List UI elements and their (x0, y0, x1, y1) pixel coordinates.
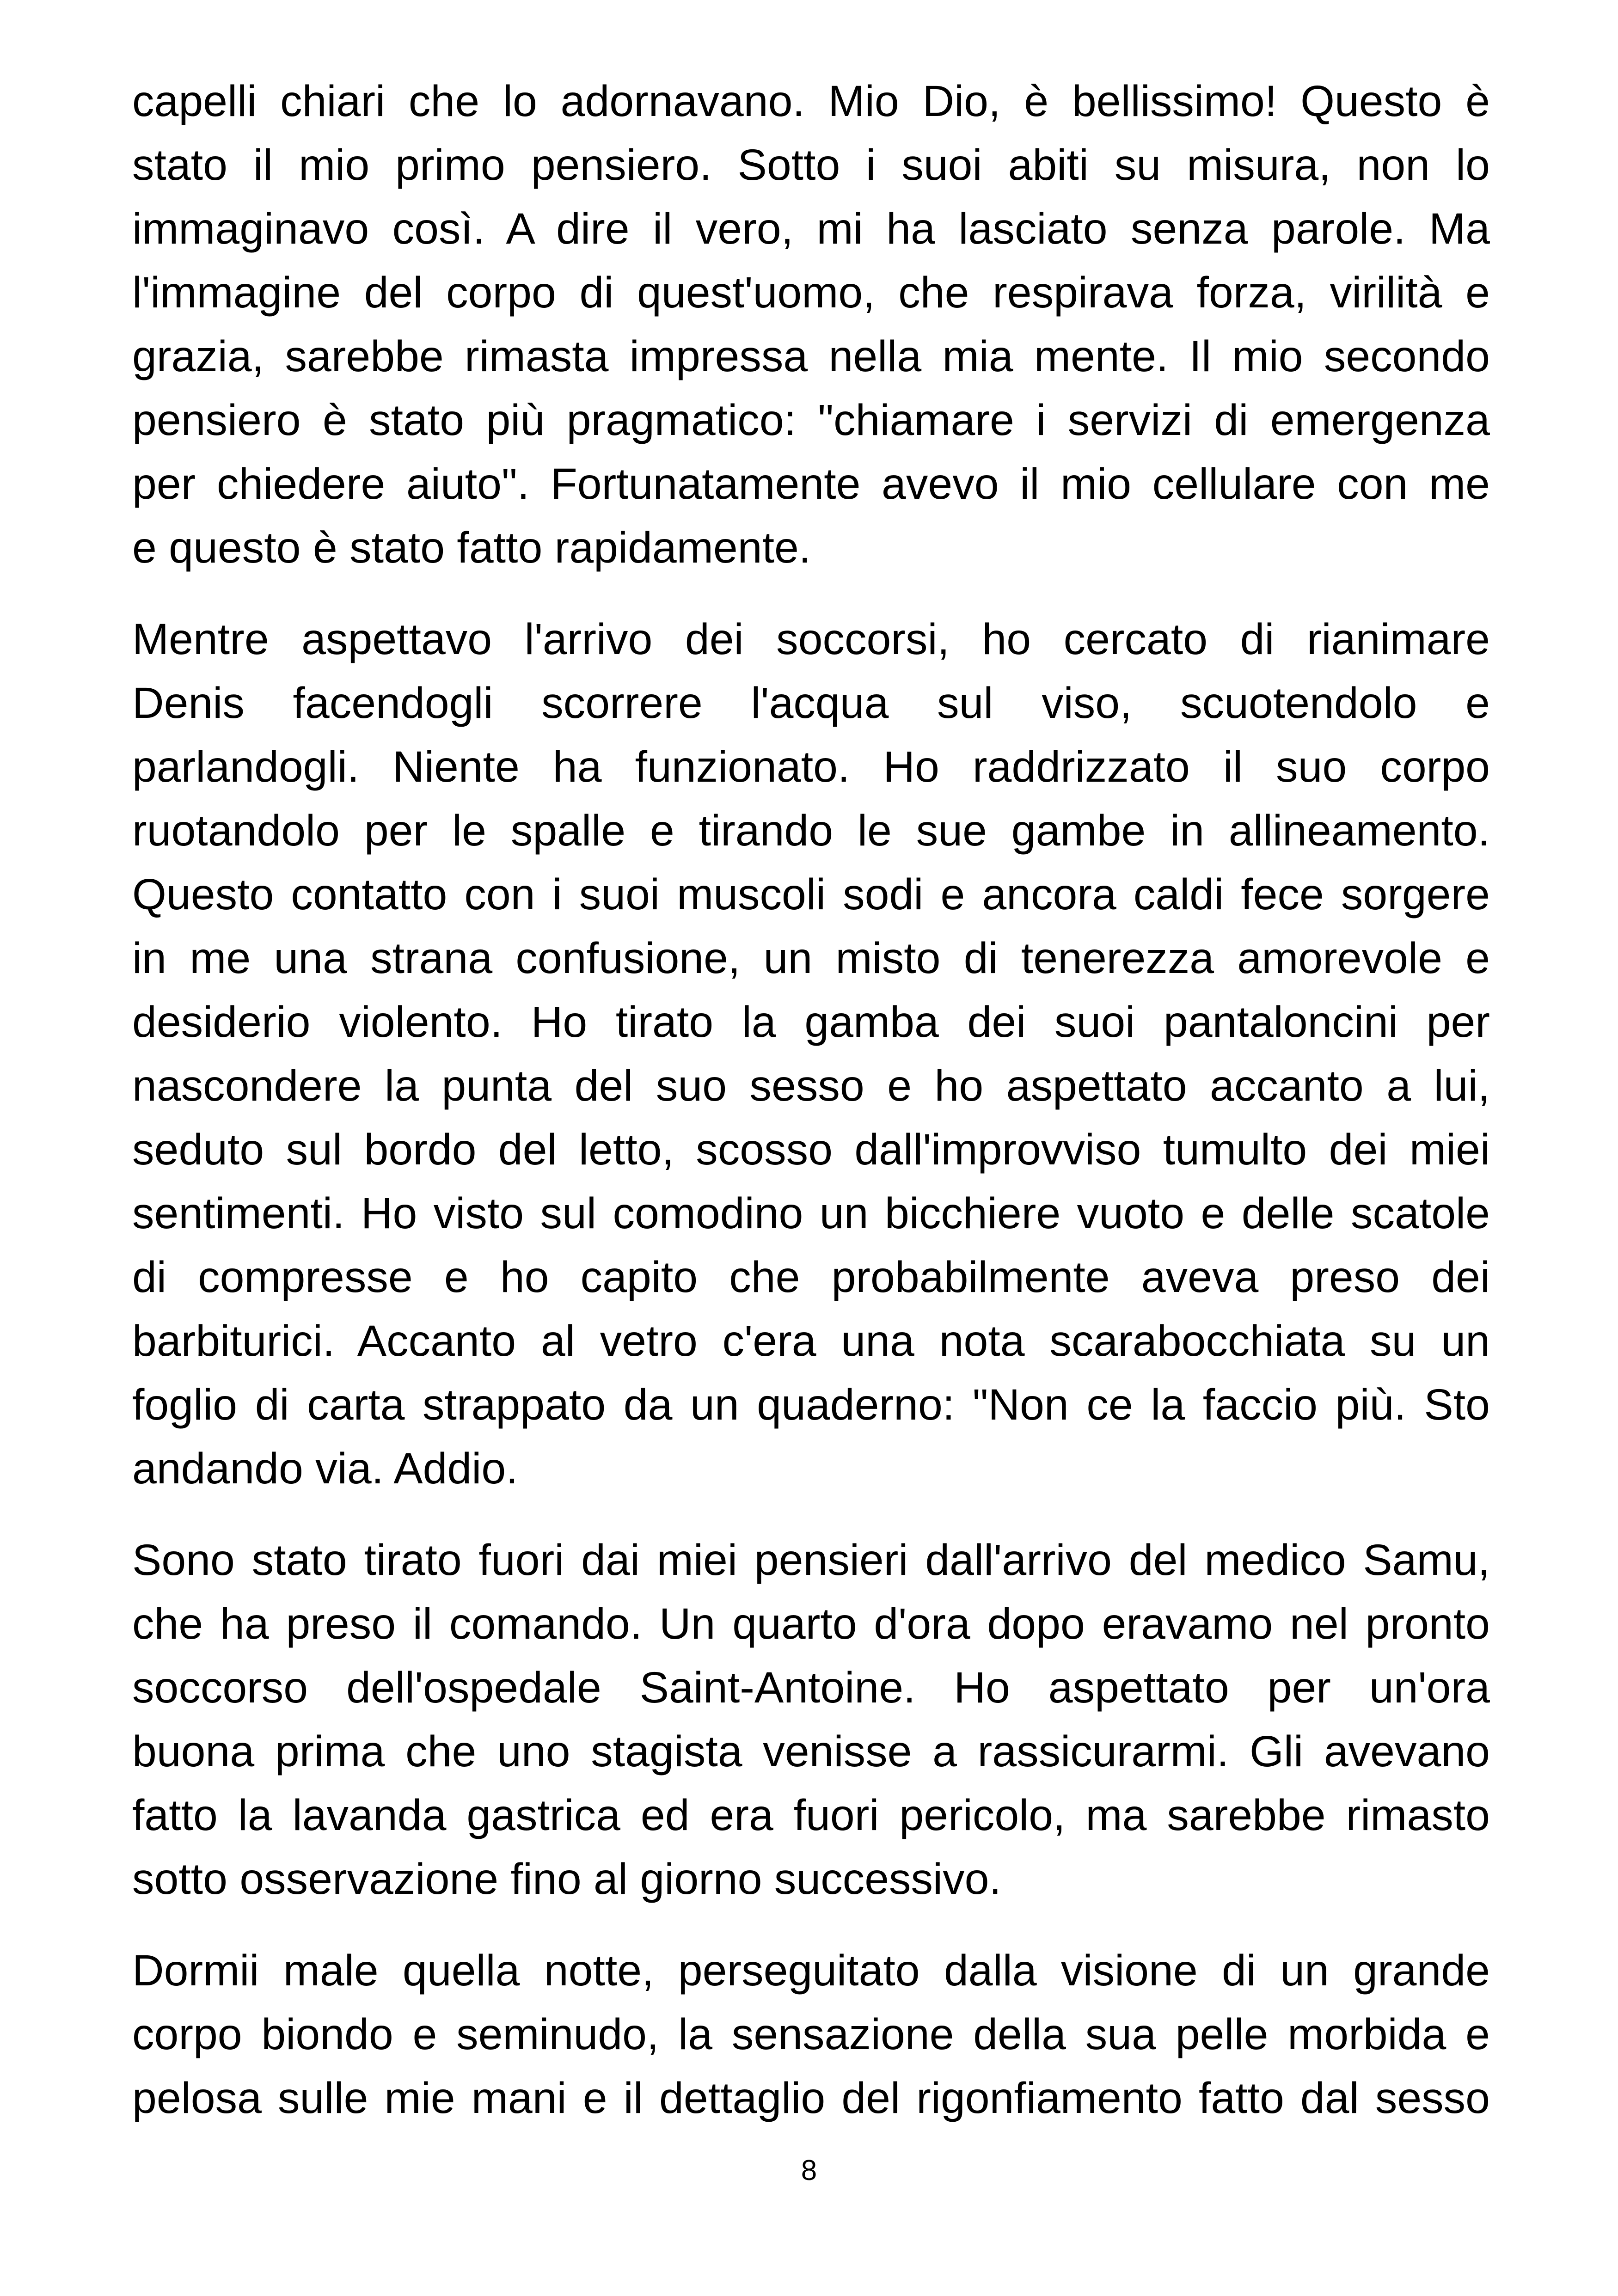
text-line: e questo è stato fatto rapidamente. (132, 523, 811, 572)
text-line: grazia, sarebbe rimasta impressa nella mia mente. Il mio secondo (132, 332, 1490, 381)
text-line: desiderio violento. Ho tirato la gamba dei suoi pantaloncini per (132, 998, 1490, 1047)
text-line: sentimenti. Ho visto sul comodino un bicchiere vuoto e delle scatole (132, 1189, 1490, 1238)
text-line: l'immagine del corpo di quest'uomo, che respirava forza, virilità e (132, 268, 1490, 317)
text-line: foglio di carta strappato da un quaderno: "Non ce la faccio più. Sto (132, 1380, 1490, 1429)
text-line: fatto la lavanda gastrica ed era fuori pericolo, ma sarebbe rimasto (132, 1791, 1490, 1840)
text-line: di compresse e ho capito che probabilmente aveva preso dei (132, 1253, 1490, 1302)
text-line: seduto sul bordo del letto, scosso dall'improvviso tumulto dei miei (132, 1125, 1490, 1174)
text-line: in me una strana confusione, un misto di tenerezza amorevole e (132, 934, 1490, 983)
text-line: pensiero è stato più pragmatico: "chiamare i servizi di emergenza (132, 396, 1490, 445)
text-line: corpo biondo e seminudo, la sensazione della sua pelle morbida e (132, 2010, 1490, 2059)
text-line: Denis facendogli scorrere l'acqua sul viso, scuotendolo e (132, 679, 1490, 728)
text-line: che ha preso il comando. Un quarto d'ora dopo eravamo nel pronto (132, 1599, 1490, 1648)
text-line: Sono stato tirato fuori dai miei pensieri dall'arrivo del medico Samu, (132, 1536, 1490, 1585)
page-number: 8 (801, 2155, 817, 2186)
text-line: parlandogli. Niente ha funzionato. Ho raddrizzato il suo corpo (132, 742, 1490, 791)
text-line: capelli chiari che lo adornavano. Mio Dio, è bellissimo! Questo è (132, 77, 1490, 126)
text-line: per chiedere aiuto". Fortunatamente avevo il mio cellulare con me (132, 459, 1490, 508)
text-line: Dormii male quella notte, perseguitato dalla visione di un grande (132, 1946, 1490, 1995)
text-line: Mentre aspettavo l'arrivo dei soccorsi, ho cercato di rianimare (132, 615, 1490, 664)
paragraph (132, 69, 1490, 580)
text-line: soccorso dell'ospedale Saint-Antoine. Ho aspettato per un'ora (132, 1663, 1490, 1712)
paragraph (132, 1528, 1490, 1911)
text-line: stato il mio primo pensiero. Sotto i suoi abiti su misura, non lo (132, 141, 1490, 190)
paragraph (132, 607, 1490, 1500)
paragraph (132, 1939, 1490, 2130)
text-line: immaginavo così. A dire il vero, mi ha lasciato senza parole. Ma (132, 204, 1490, 253)
text-line: ruotandolo per le spalle e tirando le sue gambe in allineamento. (132, 806, 1490, 855)
text-line: barbiturici. Accanto al vetro c'era una nota scarabocchiata su un (132, 1316, 1490, 1365)
body-text (132, 69, 1490, 2158)
text-line: nascondere la punta del suo sesso e ho aspettato accanto a lui, (132, 1061, 1490, 1110)
text-line: buona prima che uno stagista venisse a rassicurarmi. Gli avevano (132, 1727, 1490, 1776)
text-line: pelosa sulle mie mani e il dettaglio del rigonfiamento fatto dal sesso (132, 2074, 1490, 2123)
text-line: andando via. Addio. (132, 1444, 518, 1493)
text-line: Questo contatto con i suoi muscoli sodi e ancora caldi fece sorgere (132, 870, 1490, 919)
text-line: sotto osservazione fino al giorno successivo. (132, 1855, 1001, 1904)
